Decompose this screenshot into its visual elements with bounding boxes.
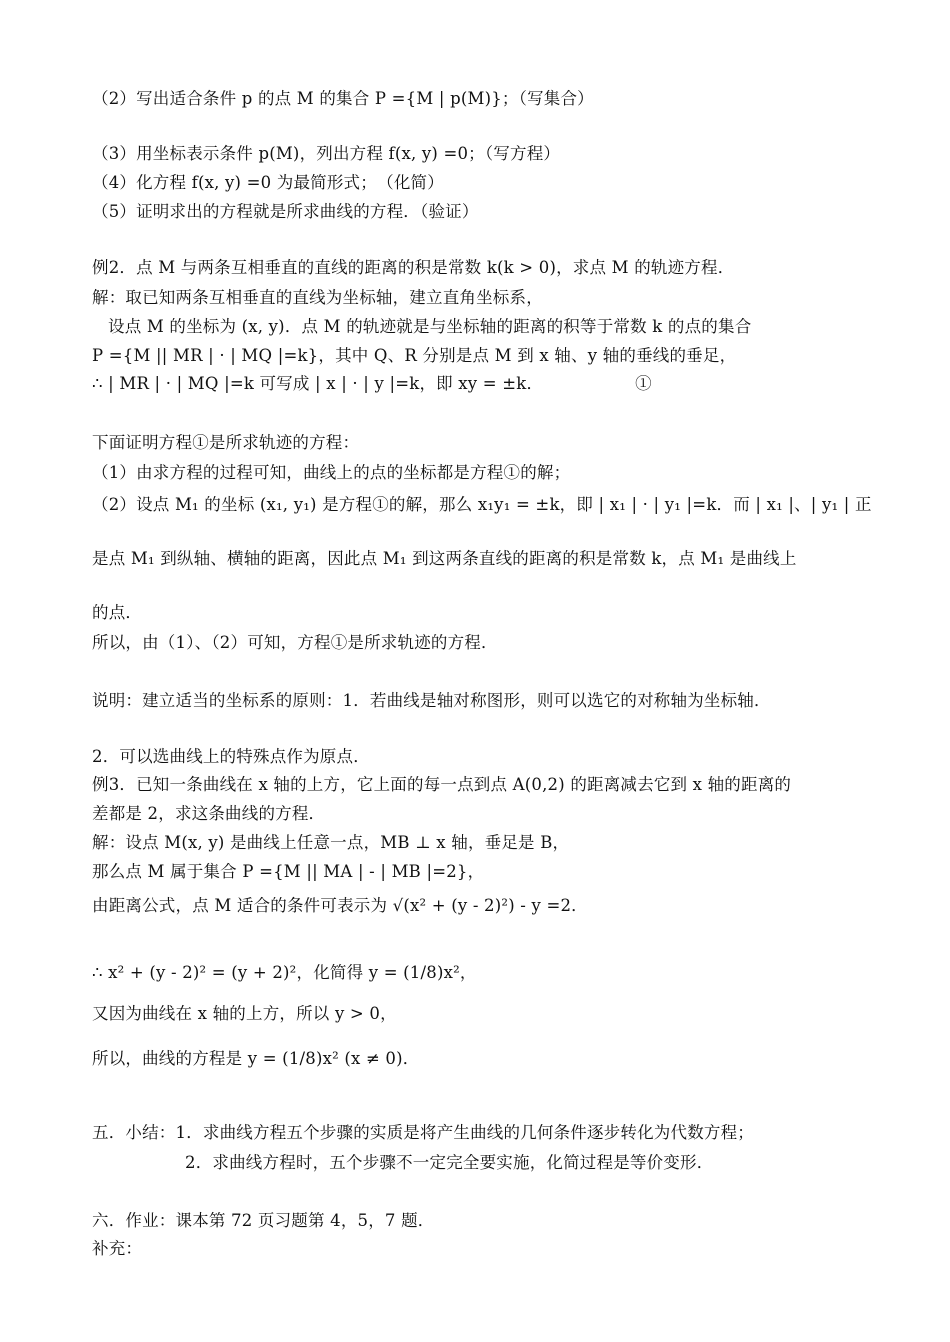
note-principle-1: 说明：建立适当的坐标系的原则：1．若曲线是轴对称图形，则可以选它的对称轴为坐标轴． [92, 691, 771, 710]
step-4-line: （4）化方程 f(x, y) =0 为最简形式； （化简） [92, 173, 444, 192]
step-3-line: （3）用坐标表示条件 p(M)，列出方程 f(x, y) =0；（写方程） [92, 144, 561, 163]
proof-step-2-cont: 是点 M₁ 到纵轴、横轴的距离，因此点 M₁ 到这两条直线的距离的积是常数 k，点 M₁ 是曲线上 [92, 549, 797, 568]
example-2-solution: 解：取已知两条互相垂直的直线为坐标轴，建立直角坐标系， [92, 288, 543, 307]
example-3-result: 所以，曲线的方程是 y = (1/8)x² (x ≠ 0)． [92, 1049, 420, 1068]
example-3-distance: 由距离公式，点 M 适合的条件可表示为 √(x² + (y - 2)²) - y =2． [92, 896, 588, 915]
example-3-simplify: ∴ x² + (y - 2)² = (y + 2)²，化简得 y = (1/8)x²， [92, 963, 477, 982]
proof-step-1: （1）由求方程的过程可知，曲线上的点的坐标都是方程①的解； [92, 463, 571, 482]
note-principle-2: 2．可以选曲线上的特殊点作为原点． [92, 747, 370, 766]
example-3-condition: 又因为曲线在 x 轴的上方，所以 y > 0， [92, 1004, 397, 1023]
example-3-solution: 解：设点 M(x, y) 是曲线上任意一点，MB ⊥ x 轴，垂足是 B， [92, 833, 570, 852]
step-5-line: （5）证明求出的方程就是所求曲线的方程．（验证） [92, 202, 479, 221]
proof-step-2-end: 的点． [92, 603, 143, 622]
example-3-set: 那么点 M 属于集合 P ={M || MA | - | MB |=2}， [92, 862, 485, 881]
example-2-coords: 设点 M 的坐标为 (x, y)．点 M 的轨迹就是与坐标轴的距离的积等于常数 k 的点的集合 [108, 317, 752, 336]
example-3-title: 例3．已知一条曲线在 x 轴的上方，它上面的每一点到点 A(0,2) 的距离减去它到 x 轴的距离的 [92, 775, 792, 794]
example-2-title: 例2．点 M 与两条互相垂直的直线的距离的积是常数 k(k > 0)，求点 M 的轨迹方程． [92, 258, 735, 277]
summary-1: 五．小结：1．求曲线方程五个步骤的实质是将产生曲线的几何条件逐步转化为代数方程； [92, 1123, 754, 1142]
supplement: 补充： [92, 1239, 143, 1258]
proof-intro: 下面证明方程①是所求轨迹的方程： [92, 433, 360, 452]
homework: 六．作业：课本第 72 页习题第 4，5，7 题． [92, 1211, 435, 1230]
example-2-equation: ∴ | MR | · | MQ |=k 可写成 | x | · | y |=k，即 xy = ±k． ① [92, 374, 652, 393]
summary-2: 2．求曲线方程时，五个步骤不一定完全要实施，化简过程是等价变形． [185, 1153, 714, 1172]
example-2-set: P ={M || MR | · | MQ |=k}，其中 Q、R 分别是点 M 到 x 轴、y 轴的垂线的垂足， [92, 346, 737, 365]
proof-step-2: （2）设点 M₁ 的坐标 (x₁, y₁) 是方程①的解，那么 x₁y₁ = ±k，即 | x₁ | · | y₁ |=k．而 | x₁ |、| y₁ | 正 [92, 495, 872, 514]
example-3-title-cont: 差都是 2，求这条曲线的方程． [92, 804, 326, 823]
proof-conclusion: 所以，由（1）、（2）可知，方程①是所求轨迹的方程． [92, 633, 498, 652]
step-2-line: （2）写出适合条件 p 的点 M 的集合 P ={M | p(M)}；（写集合） [92, 89, 594, 108]
